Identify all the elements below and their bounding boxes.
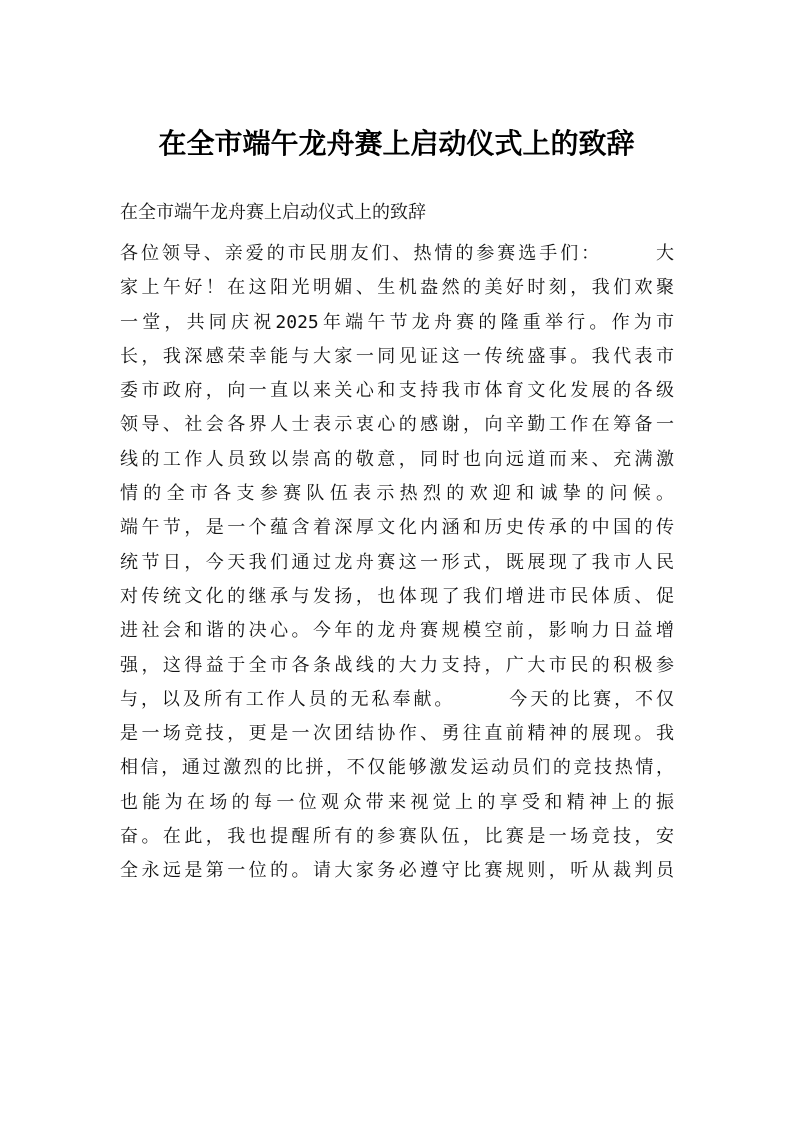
body-line: 各位领导、亲爱的市民朋友们、热情的参赛选手们： 大 bbox=[120, 243, 674, 264]
body-line: 与，以及所有工作人员的无私奉献。 今天的比赛，不仅 bbox=[120, 688, 674, 710]
body-line: 统节日，今天我们通过龙舟赛这一形式，既展现了我市人民 bbox=[120, 551, 674, 573]
body-line: 进社会和谐的决心。今年的龙舟赛规模空前，影响力日益增 bbox=[120, 620, 674, 642]
body-line: 家上午好！在这阳光明媚、生机盎然的美好时刻，我们欢聚 bbox=[120, 277, 674, 299]
document-body bbox=[120, 237, 674, 889]
body-line: 端午节，是一个蕴含着深厚文化内涵和历史传承的中国的传 bbox=[120, 517, 674, 539]
body-line: 全永远是第一位的。请大家务必遵守比赛规则，听从裁判员 bbox=[120, 860, 674, 882]
body-line: 线的工作人员致以崇高的敬意，同时也向远道而来、充满激 bbox=[120, 448, 674, 470]
body-line: 长，我深感荣幸能与大家一同见证这一传统盛事。我代表市 bbox=[120, 345, 674, 367]
body-line: 对传统文化的继承与发扬，也体现了我们增进市民体质、促 bbox=[120, 585, 674, 607]
body-line: 强，这得益于全市各条战线的大力支持，广大市民的积极参 bbox=[120, 654, 674, 676]
body-line: 一堂，共同庆祝2025年端午节龙舟赛的隆重举行。作为市 bbox=[120, 311, 674, 333]
body-line: 是一场竞技，更是一次团结协作、勇往直前精神的展现。我 bbox=[120, 723, 674, 745]
body-line: 领导、社会各界人士表示衷心的感谢，向辛勤工作在筹备一 bbox=[120, 414, 674, 436]
body-line: 委市政府，向一直以来关心和支持我市体育文化发展的各级 bbox=[120, 380, 674, 402]
body-line: 相信，通过激烈的比拼，不仅能够激发运动员们的竞技热情， bbox=[120, 757, 674, 779]
document-title: 在全市端午龙舟赛上启动仪式上的致辞 bbox=[158, 127, 635, 160]
body-line: 也能为在场的每一位观众带来视觉上的享受和精神上的振 bbox=[120, 791, 674, 813]
document-subtitle: 在全市端午龙舟赛上启动仪式上的致辞 bbox=[120, 202, 426, 223]
body-line: 情的全市各支参赛队伍表示热烈的欢迎和诚挚的问候。 bbox=[120, 483, 674, 505]
body-line: 奋。在此，我也提醒所有的参赛队伍，比赛是一场竞技，安 bbox=[120, 826, 674, 848]
